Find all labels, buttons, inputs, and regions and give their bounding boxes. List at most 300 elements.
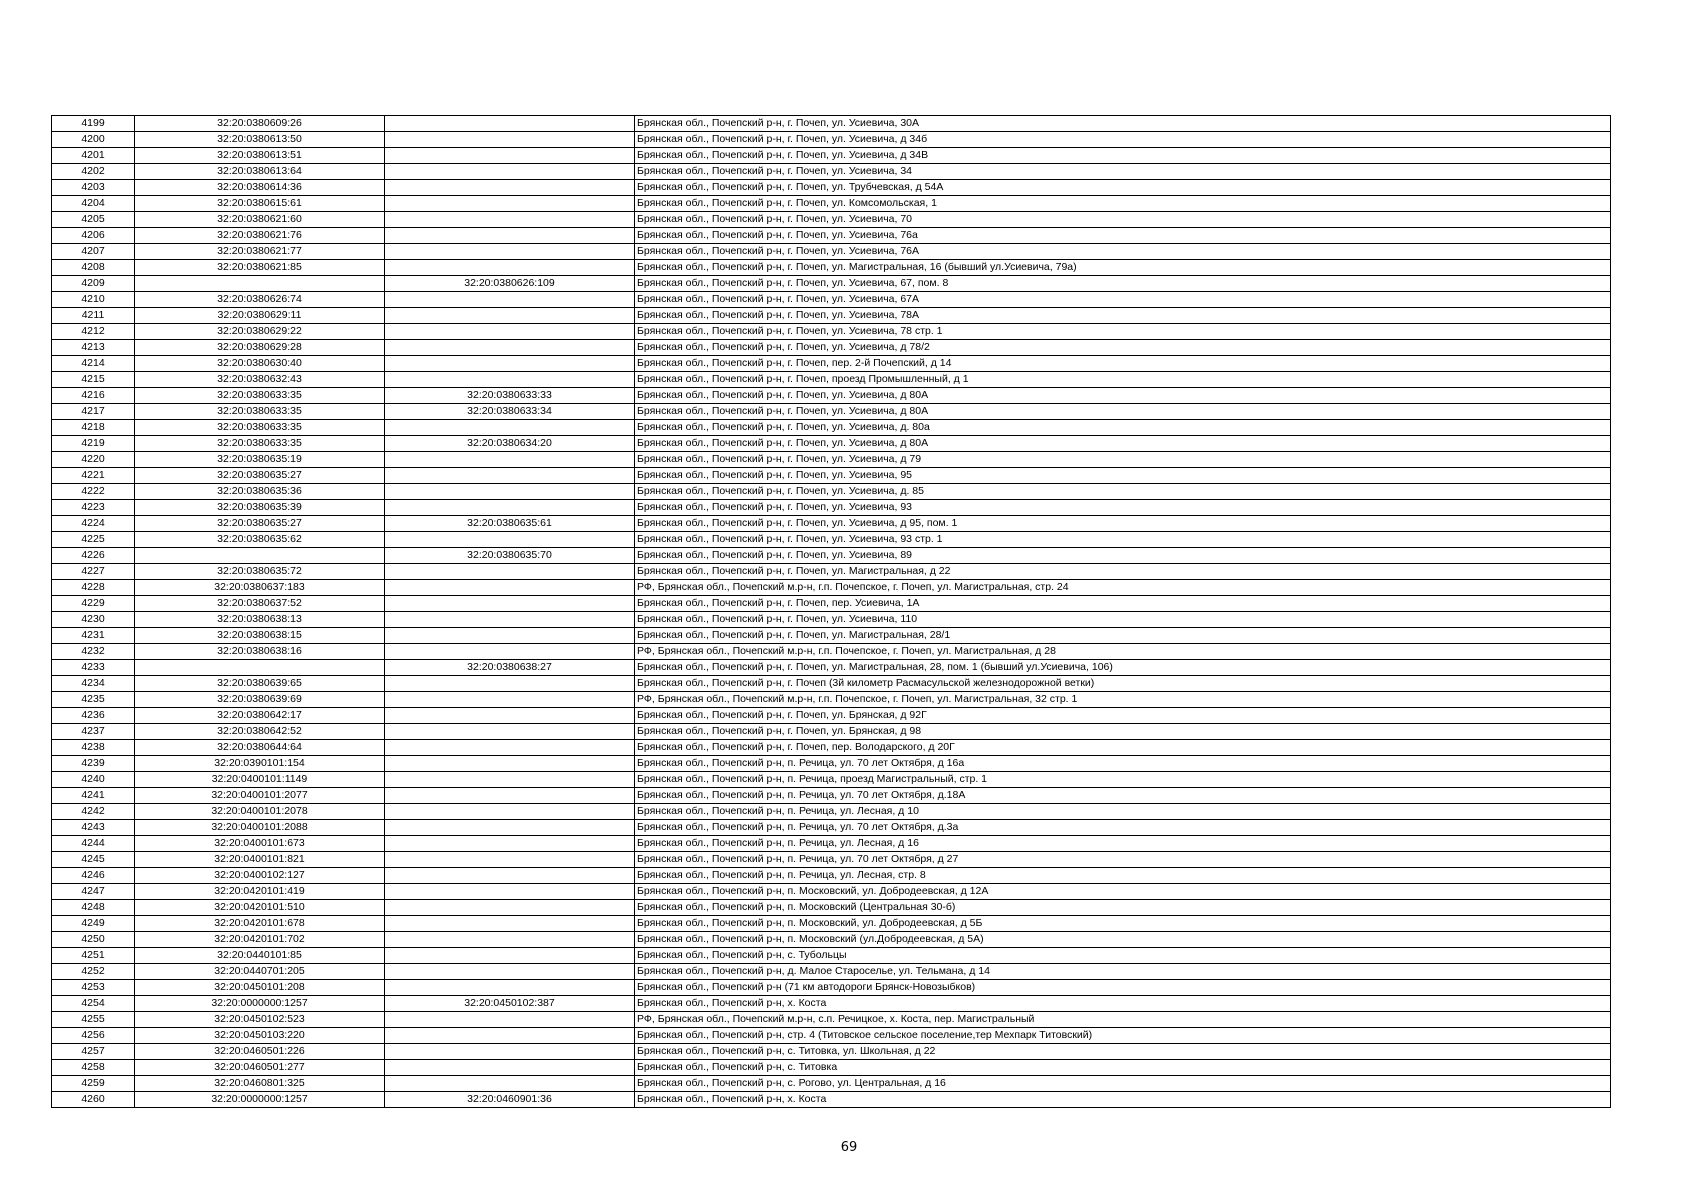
cadastral-number-cell: 32:20:0380635:39	[135, 500, 385, 516]
second-cadastral-number-cell	[385, 836, 635, 852]
table-row	[52, 948, 1611, 964]
table-row	[52, 676, 1611, 692]
second-cadastral-number-cell	[385, 1028, 635, 1044]
table-row	[52, 292, 1611, 308]
cadastral-number-cell	[135, 276, 385, 292]
row-number-cell: 4247	[52, 884, 135, 900]
cadastral-number-cell: 32:20:0400101:673	[135, 836, 385, 852]
table-row	[52, 164, 1611, 180]
table-row	[52, 452, 1611, 468]
address-cell: Брянская обл., Почепский р-н, г. Почеп, пер. Володарского, д 20Г	[635, 740, 1611, 756]
table-row	[52, 868, 1611, 884]
address-cell: Брянская обл., Почепский р-н, г. Почеп, ул. Усиевича, 76а	[635, 228, 1611, 244]
row-number-cell: 4230	[52, 612, 135, 628]
address-cell: Брянская обл., Почепский р-н, г. Почеп, ул. Усиевича, 78А	[635, 308, 1611, 324]
address-cell: Брянская обл., Почепский р-н, г. Почеп, ул. Усиевича, д 79	[635, 452, 1611, 468]
table-row	[52, 500, 1611, 516]
cadastral-number-cell: 32:20:0380626:74	[135, 292, 385, 308]
address-cell: Брянская обл., Почепский р-н, г. Почеп, ул. Усиевича, д 78/2	[635, 340, 1611, 356]
row-number-cell: 4209	[52, 276, 135, 292]
row-number-cell: 4238	[52, 740, 135, 756]
table-row	[52, 724, 1611, 740]
cadastral-number-cell: 32:20:0380629:22	[135, 324, 385, 340]
row-number-cell: 4227	[52, 564, 135, 580]
cadastral-number-cell: 32:20:0380642:52	[135, 724, 385, 740]
cadastral-number-cell: 32:20:0380642:17	[135, 708, 385, 724]
row-number-cell: 4217	[52, 404, 135, 420]
cadastral-number-cell	[135, 660, 385, 676]
second-cadastral-number-cell	[385, 564, 635, 580]
address-cell: Брянская обл., Почепский р-н, г. Почеп, ул. Магистральная, 28, пом. 1 (бывший ул.Усиевича, 106)	[635, 660, 1611, 676]
second-cadastral-number-cell	[385, 804, 635, 820]
page-number: 69	[840, 1140, 858, 1155]
table-row	[52, 788, 1611, 804]
table-row	[52, 548, 1611, 564]
cadastral-number-cell: 32:20:0420101:678	[135, 916, 385, 932]
row-number-cell: 4253	[52, 980, 135, 996]
row-number-cell: 4255	[52, 1012, 135, 1028]
address-cell: Брянская обл., Почепский р-н, п. Московский, ул. Добродеевская, д 5Б	[635, 916, 1611, 932]
second-cadastral-number-cell	[385, 820, 635, 836]
table-row	[52, 372, 1611, 388]
second-cadastral-number-cell: 32:20:0380633:34	[385, 404, 635, 420]
address-cell: Брянская обл., Почепский р-н, с. Рогово, ул. Центральная, д 16	[635, 1076, 1611, 1092]
table-row	[52, 356, 1611, 372]
table-row	[52, 132, 1611, 148]
row-number-cell: 4236	[52, 708, 135, 724]
table-row	[52, 772, 1611, 788]
table-row	[52, 628, 1611, 644]
table-row	[52, 980, 1611, 996]
row-number-cell: 4257	[52, 1044, 135, 1060]
second-cadastral-number-cell	[385, 884, 635, 900]
second-cadastral-number-cell	[385, 1044, 635, 1060]
row-number-cell: 4211	[52, 308, 135, 324]
cadastral-number-cell: 32:20:0380638:15	[135, 628, 385, 644]
cadastral-number-cell: 32:20:0380635:72	[135, 564, 385, 580]
table-row	[52, 308, 1611, 324]
table-row	[52, 324, 1611, 340]
row-number-cell: 4237	[52, 724, 135, 740]
row-number-cell: 4233	[52, 660, 135, 676]
cadastral-number-cell: 32:20:0380635:27	[135, 516, 385, 532]
cadastral-number-cell: 32:20:0460501:277	[135, 1060, 385, 1076]
address-cell: Брянская обл., Почепский р-н, г. Почеп, ул. Усиевича, д. 85	[635, 484, 1611, 500]
table-row	[52, 996, 1611, 1012]
table-row	[52, 228, 1611, 244]
address-cell: Брянская обл., Почепский р-н, г. Почеп, ул. Усиевича, 93 стр. 1	[635, 532, 1611, 548]
table-row	[52, 692, 1611, 708]
cadastral-number-cell: 32:20:0380621:77	[135, 244, 385, 260]
cadastral-number-cell: 32:20:0380635:36	[135, 484, 385, 500]
second-cadastral-number-cell	[385, 372, 635, 388]
table-row	[52, 468, 1611, 484]
cadastral-number-cell: 32:20:0380615:61	[135, 196, 385, 212]
address-cell: Брянская обл., Почепский р-н, г. Почеп, пер. 2-й Почепский, д 14	[635, 356, 1611, 372]
table-row	[52, 580, 1611, 596]
cadastral-number-cell: 32:20:0380613:51	[135, 148, 385, 164]
row-number-cell: 4251	[52, 948, 135, 964]
row-number-cell: 4260	[52, 1092, 135, 1108]
table-row	[52, 756, 1611, 772]
address-cell: Брянская обл., Почепский р-н, х. Коста	[635, 1092, 1611, 1108]
address-cell: Брянская обл., Почепский р-н, г. Почеп, ул. Магистральная, д 22	[635, 564, 1611, 580]
second-cadastral-number-cell	[385, 740, 635, 756]
second-cadastral-number-cell	[385, 1012, 635, 1028]
table-row	[52, 1012, 1611, 1028]
cadastral-number-cell: 32:20:0380621:60	[135, 212, 385, 228]
cadastral-number-cell: 32:20:0400101:2088	[135, 820, 385, 836]
cadastral-number-cell: 32:20:0380635:27	[135, 468, 385, 484]
table-row	[52, 276, 1611, 292]
address-cell: Брянская обл., Почепский р-н (71 км автодороги Брянск-Новозыбков)	[635, 980, 1611, 996]
second-cadastral-number-cell: 32:20:0380638:27	[385, 660, 635, 676]
row-number-cell: 4250	[52, 932, 135, 948]
cadastral-number-cell: 32:20:0380639:69	[135, 692, 385, 708]
table-row	[52, 180, 1611, 196]
cadastral-number-cell: 32:20:0380637:52	[135, 596, 385, 612]
table-row	[52, 900, 1611, 916]
row-number-cell: 4252	[52, 964, 135, 980]
table-row	[52, 212, 1611, 228]
row-number-cell: 4210	[52, 292, 135, 308]
cadastral-number-cell: 32:20:0420101:419	[135, 884, 385, 900]
table-row	[52, 1076, 1611, 1092]
second-cadastral-number-cell	[385, 212, 635, 228]
address-cell: Брянская обл., Почепский р-н, г. Почеп, ул. Усиевича, 78 стр. 1	[635, 324, 1611, 340]
address-cell: Брянская обл., Почепский р-н, п. Речица, ул. Лесная, д 16	[635, 836, 1611, 852]
row-number-cell: 4242	[52, 804, 135, 820]
cadastral-number-cell: 32:20:0440101:85	[135, 948, 385, 964]
row-number-cell: 4258	[52, 1060, 135, 1076]
address-cell: Брянская обл., Почепский р-н, п. Речица, ул. 70 лет Октября, д.3а	[635, 820, 1611, 836]
row-number-cell: 4235	[52, 692, 135, 708]
second-cadastral-number-cell: 32:20:0380626:109	[385, 276, 635, 292]
row-number-cell: 4201	[52, 148, 135, 164]
cadastral-number-cell: 32:20:0380630:40	[135, 356, 385, 372]
row-number-cell: 4241	[52, 788, 135, 804]
second-cadastral-number-cell	[385, 132, 635, 148]
row-number-cell: 4224	[52, 516, 135, 532]
cadastral-number-cell: 32:20:0000000:1257	[135, 1092, 385, 1108]
second-cadastral-number-cell	[385, 260, 635, 276]
cadastral-number-cell: 32:20:0000000:1257	[135, 996, 385, 1012]
row-number-cell: 4231	[52, 628, 135, 644]
address-cell: Брянская обл., Почепский р-н, п. Речица, ул. 70 лет Октября, д 16а	[635, 756, 1611, 772]
second-cadastral-number-cell	[385, 772, 635, 788]
address-cell: Брянская обл., Почепский р-н, с. Титовка	[635, 1060, 1611, 1076]
table-row	[52, 1028, 1611, 1044]
row-number-cell: 4254	[52, 996, 135, 1012]
cadastral-number-cell: 32:20:0460501:226	[135, 1044, 385, 1060]
table-row	[52, 820, 1611, 836]
table-row	[52, 404, 1611, 420]
cadastral-number-cell: 32:20:0380632:43	[135, 372, 385, 388]
second-cadastral-number-cell	[385, 420, 635, 436]
table-row	[52, 836, 1611, 852]
cadastral-number-cell: 32:20:0380633:35	[135, 404, 385, 420]
row-number-cell: 4226	[52, 548, 135, 564]
second-cadastral-number-cell: 32:20:0380635:70	[385, 548, 635, 564]
cadastral-number-cell: 32:20:0380609:26	[135, 116, 385, 132]
second-cadastral-number-cell	[385, 228, 635, 244]
cadastral-number-cell: 32:20:0380633:35	[135, 436, 385, 452]
row-number-cell: 4243	[52, 820, 135, 836]
table-row	[52, 340, 1611, 356]
row-number-cell: 4239	[52, 756, 135, 772]
cadastral-number-cell: 32:20:0380635:62	[135, 532, 385, 548]
address-cell: Брянская обл., Почепский р-н, г. Почеп, ул. Усиевича, д 80А	[635, 404, 1611, 420]
address-cell: Брянская обл., Почепский р-н, г. Почеп, ул. Усиевича, 89	[635, 548, 1611, 564]
table-row	[52, 516, 1611, 532]
cadastral-number-cell: 32:20:0380614:36	[135, 180, 385, 196]
row-number-cell: 4207	[52, 244, 135, 260]
cadastral-number-cell: 32:20:0380629:11	[135, 308, 385, 324]
address-cell: Брянская обл., Почепский р-н, п. Речица, ул. 70 лет Октября, д.18А	[635, 788, 1611, 804]
row-number-cell: 4228	[52, 580, 135, 596]
table-row	[52, 644, 1611, 660]
address-cell: Брянская обл., Почепский р-н, п. Московский (Центральная 30-б)	[635, 900, 1611, 916]
address-cell: Брянская обл., Почепский р-н, с. Тубольцы	[635, 948, 1611, 964]
row-number-cell: 4240	[52, 772, 135, 788]
address-cell: РФ, Брянская обл., Почепский м.р-н, с.п. Речицкое, х. Коста, пер. Магистральный	[635, 1012, 1611, 1028]
table-row	[52, 596, 1611, 612]
address-cell: Брянская обл., Почепский р-н, г. Почеп, пер. Усиевича, 1А	[635, 596, 1611, 612]
row-number-cell: 4219	[52, 436, 135, 452]
second-cadastral-number-cell	[385, 116, 635, 132]
second-cadastral-number-cell	[385, 676, 635, 692]
address-cell: Брянская обл., Почепский р-н, г. Почеп, ул. Усиевича, д. 80а	[635, 420, 1611, 436]
cadastral-number-cell: 32:20:0400101:1149	[135, 772, 385, 788]
table-row	[52, 884, 1611, 900]
address-cell: Брянская обл., Почепский р-н, г. Почеп, ул. Комсомольская, 1	[635, 196, 1611, 212]
row-number-cell: 4200	[52, 132, 135, 148]
address-cell: Брянская обл., Почепский р-н, г. Почеп, ул. Усиевича, 30А	[635, 116, 1611, 132]
table-row	[52, 244, 1611, 260]
row-number-cell: 4218	[52, 420, 135, 436]
table-row	[52, 612, 1611, 628]
address-cell: Брянская обл., Почепский р-н, г. Почеп, проезд Промышленный, д 1	[635, 372, 1611, 388]
second-cadastral-number-cell	[385, 356, 635, 372]
second-cadastral-number-cell: 32:20:0450102:387	[385, 996, 635, 1012]
table-row	[52, 532, 1611, 548]
address-cell: Брянская обл., Почепский р-н, г. Почеп, ул. Усиевича, 70	[635, 212, 1611, 228]
table-row	[52, 420, 1611, 436]
address-cell: Брянская обл., Почепский р-н, г. Почеп, ул. Магистральная, 28/1	[635, 628, 1611, 644]
table-row	[52, 708, 1611, 724]
cadastral-number-cell: 32:20:0400101:821	[135, 852, 385, 868]
address-cell: Брянская обл., Почепский р-н, г. Почеп, ул. Усиевича, 95	[635, 468, 1611, 484]
row-number-cell: 4213	[52, 340, 135, 356]
second-cadastral-number-cell	[385, 148, 635, 164]
row-number-cell: 4221	[52, 468, 135, 484]
second-cadastral-number-cell: 32:20:0380635:61	[385, 516, 635, 532]
cadastral-number-cell: 32:20:0380613:50	[135, 132, 385, 148]
address-cell: Брянская обл., Почепский р-н, г. Почеп, ул. Магистральная, 16 (бывший ул.Усиевича, 79а)	[635, 260, 1611, 276]
table-row	[52, 1044, 1611, 1060]
second-cadastral-number-cell	[385, 180, 635, 196]
address-cell: Брянская обл., Почепский р-н, г. Почеп, ул. Усиевича, 93	[635, 500, 1611, 516]
table-row	[52, 804, 1611, 820]
second-cadastral-number-cell	[385, 292, 635, 308]
address-cell: Брянская обл., Почепский р-н, г. Почеп, ул. Усиевича, д 95, пом. 1	[635, 516, 1611, 532]
cadastral-number-cell: 32:20:0420101:702	[135, 932, 385, 948]
row-number-cell: 4204	[52, 196, 135, 212]
row-number-cell: 4229	[52, 596, 135, 612]
row-number-cell: 4208	[52, 260, 135, 276]
cadastral-number-cell	[135, 548, 385, 564]
second-cadastral-number-cell	[385, 532, 635, 548]
cadastral-number-cell: 32:20:0420101:510	[135, 900, 385, 916]
second-cadastral-number-cell	[385, 852, 635, 868]
cadastral-number-cell: 32:20:0460801:325	[135, 1076, 385, 1092]
row-number-cell: 4256	[52, 1028, 135, 1044]
address-cell: Брянская обл., Почепский р-н, г. Почеп, ул. Усиевича, д 34В	[635, 148, 1611, 164]
second-cadastral-number-cell	[385, 500, 635, 516]
second-cadastral-number-cell	[385, 468, 635, 484]
second-cadastral-number-cell: 32:20:0460901:36	[385, 1092, 635, 1108]
second-cadastral-number-cell	[385, 196, 635, 212]
row-number-cell: 4216	[52, 388, 135, 404]
table-row	[52, 660, 1611, 676]
row-number-cell: 4205	[52, 212, 135, 228]
table-row	[52, 484, 1611, 500]
second-cadastral-number-cell	[385, 580, 635, 596]
address-cell: РФ, Брянская обл., Почепский м.р-н, г.п. Почепское, г. Почеп, ул. Магистральная, д 28	[635, 644, 1611, 660]
address-cell: Брянская обл., Почепский р-н, г. Почеп, ул. Усиевича, 110	[635, 612, 1611, 628]
cadastral-number-cell: 32:20:0380613:64	[135, 164, 385, 180]
address-cell: Брянская обл., Почепский р-н, п. Речица, ул. 70 лет Октября, д 27	[635, 852, 1611, 868]
property-table	[51, 115, 1611, 1108]
second-cadastral-number-cell	[385, 308, 635, 324]
address-cell: Брянская обл., Почепский р-н, г. Почеп, ул. Брянская, д 98	[635, 724, 1611, 740]
table-row	[52, 1092, 1611, 1108]
second-cadastral-number-cell	[385, 164, 635, 180]
address-cell: Брянская обл., Почепский р-н, д. Малое Староселье, ул. Тельмана, д 14	[635, 964, 1611, 980]
second-cadastral-number-cell	[385, 1060, 635, 1076]
second-cadastral-number-cell	[385, 724, 635, 740]
row-number-cell: 4245	[52, 852, 135, 868]
property-table-body	[52, 116, 1611, 1108]
address-cell: Брянская обл., Почепский р-н, стр. 4 (Титовское сельское поселение,тер Мехпарк Титовский)	[635, 1028, 1611, 1044]
cadastral-number-cell: 32:20:0380633:35	[135, 420, 385, 436]
table-row	[52, 852, 1611, 868]
row-number-cell: 4220	[52, 452, 135, 468]
row-number-cell: 4215	[52, 372, 135, 388]
second-cadastral-number-cell	[385, 628, 635, 644]
address-cell: Брянская обл., Почепский р-н, г. Почеп, ул. Усиевича, д 80А	[635, 388, 1611, 404]
table-row	[52, 436, 1611, 452]
cadastral-number-cell: 32:20:0450102:523	[135, 1012, 385, 1028]
address-cell: Брянская обл., Почепский р-н, х. Коста	[635, 996, 1611, 1012]
address-cell: Брянская обл., Почепский р-н, п. Московский (ул.Добродеевская, д 5А)	[635, 932, 1611, 948]
second-cadastral-number-cell	[385, 980, 635, 996]
row-number-cell: 4246	[52, 868, 135, 884]
table-row	[52, 196, 1611, 212]
second-cadastral-number-cell	[385, 644, 635, 660]
cadastral-number-cell: 32:20:0400102:127	[135, 868, 385, 884]
cadastral-number-cell: 32:20:0380621:76	[135, 228, 385, 244]
cadastral-number-cell: 32:20:0380639:65	[135, 676, 385, 692]
table-row	[52, 932, 1611, 948]
cadastral-number-cell: 32:20:0380638:16	[135, 644, 385, 660]
second-cadastral-number-cell	[385, 1076, 635, 1092]
cadastral-number-cell: 32:20:0380621:85	[135, 260, 385, 276]
address-cell: Брянская обл., Почепский р-н, п. Речица, ул. Лесная, д 10	[635, 804, 1611, 820]
row-number-cell: 4249	[52, 916, 135, 932]
second-cadastral-number-cell	[385, 868, 635, 884]
address-cell: Брянская обл., Почепский р-н, г. Почеп, ул. Брянская, д 92Г	[635, 708, 1611, 724]
address-cell: Брянская обл., Почепский р-н, п. Речица, ул. Лесная, стр. 8	[635, 868, 1611, 884]
second-cadastral-number-cell	[385, 596, 635, 612]
row-number-cell: 4222	[52, 484, 135, 500]
cadastral-number-cell: 32:20:0380637:183	[135, 580, 385, 596]
cadastral-number-cell: 32:20:0450103:220	[135, 1028, 385, 1044]
address-cell: Брянская обл., Почепский р-н, с. Титовка, ул. Школьная, д 22	[635, 1044, 1611, 1060]
table-row	[52, 740, 1611, 756]
row-number-cell: 4223	[52, 500, 135, 516]
second-cadastral-number-cell	[385, 756, 635, 772]
table-row	[52, 916, 1611, 932]
row-number-cell: 4259	[52, 1076, 135, 1092]
row-number-cell: 4203	[52, 180, 135, 196]
row-number-cell: 4206	[52, 228, 135, 244]
table-row	[52, 260, 1611, 276]
second-cadastral-number-cell	[385, 900, 635, 916]
table-row	[52, 388, 1611, 404]
second-cadastral-number-cell	[385, 340, 635, 356]
second-cadastral-number-cell	[385, 964, 635, 980]
second-cadastral-number-cell	[385, 324, 635, 340]
second-cadastral-number-cell	[385, 612, 635, 628]
table-row	[52, 1060, 1611, 1076]
cadastral-number-cell: 32:20:0380644:64	[135, 740, 385, 756]
cadastral-number-cell: 32:20:0440701:205	[135, 964, 385, 980]
second-cadastral-number-cell	[385, 916, 635, 932]
row-number-cell: 4214	[52, 356, 135, 372]
cadastral-number-cell: 32:20:0380629:28	[135, 340, 385, 356]
second-cadastral-number-cell	[385, 948, 635, 964]
address-cell: РФ, Брянская обл., Почепский м.р-н, г.п. Почепское, г. Почеп, ул. Магистральная, 32 стр. 1	[635, 692, 1611, 708]
address-cell: Брянская обл., Почепский р-н, г. Почеп, ул. Усиевича, 34	[635, 164, 1611, 180]
address-cell: Брянская обл., Почепский р-н, г. Почеп, ул. Усиевича, 67А	[635, 292, 1611, 308]
row-number-cell: 4199	[52, 116, 135, 132]
address-cell: Брянская обл., Почепский р-н, г. Почеп (3й километр Расмасульской железнодорожной ветки)	[635, 676, 1611, 692]
table-row	[52, 964, 1611, 980]
address-cell: Брянская обл., Почепский р-н, г. Почеп, ул. Усиевича, д 34б	[635, 132, 1611, 148]
cadastral-number-cell: 32:20:0390101:154	[135, 756, 385, 772]
second-cadastral-number-cell	[385, 244, 635, 260]
cadastral-number-cell: 32:20:0400101:2077	[135, 788, 385, 804]
table-row	[52, 148, 1611, 164]
second-cadastral-number-cell	[385, 692, 635, 708]
row-number-cell: 4225	[52, 532, 135, 548]
cadastral-number-cell: 32:20:0380638:13	[135, 612, 385, 628]
cadastral-number-cell: 32:20:0450101:208	[135, 980, 385, 996]
table-row	[52, 564, 1611, 580]
second-cadastral-number-cell	[385, 932, 635, 948]
second-cadastral-number-cell	[385, 788, 635, 804]
row-number-cell: 4212	[52, 324, 135, 340]
row-number-cell: 4202	[52, 164, 135, 180]
second-cadastral-number-cell: 32:20:0380634:20	[385, 436, 635, 452]
cadastral-number-cell: 32:20:0380633:35	[135, 388, 385, 404]
row-number-cell: 4248	[52, 900, 135, 916]
row-number-cell: 4232	[52, 644, 135, 660]
address-cell: Брянская обл., Почепский р-н, п. Московский, ул. Добродеевская, д 12А	[635, 884, 1611, 900]
address-cell: Брянская обл., Почепский р-н, п. Речица, проезд Магистральный, стр. 1	[635, 772, 1611, 788]
row-number-cell: 4234	[52, 676, 135, 692]
